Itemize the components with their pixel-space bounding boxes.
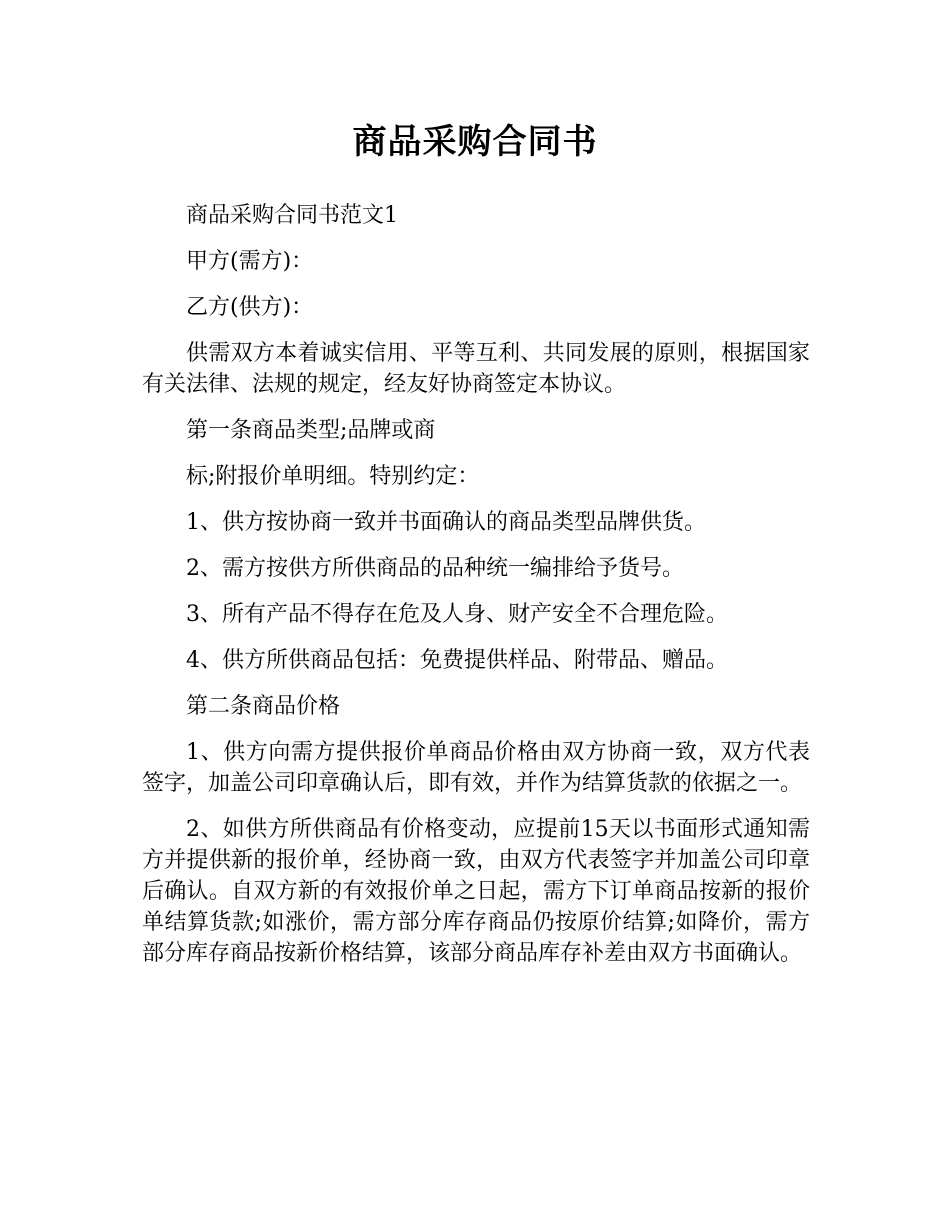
document-body bbox=[142, 200, 810, 984]
paragraph-article-1-note: 标;附报价单明细。特别约定： bbox=[186, 464, 480, 489]
paragraph-article-1-item-2: 2、需方按供方所供商品的品种统一编排给予货号。 bbox=[186, 556, 684, 581]
paragraph-article-2-item-2: 2、如供方所供商品有价格变动，应提前15天以书面形式通知需方并提供新的报价单，经协商一致，由双方代表签字并加盖公司印章后确认。自双方新的有效报价单之日起，需方下订单商品按新的报价单结算货款;如涨价，需方部分库存商品仍按原价结算;如降价，需方部分库存商品按新价格结算，该部分商品库存补差由双方书面确认。 bbox=[142, 817, 810, 966]
paragraph-article-1-item-4: 4、供方所供商品包括：免费提供样品、附带品、赠品。 bbox=[186, 648, 728, 673]
paragraph-party-a: 甲方(需方)： bbox=[186, 249, 314, 274]
paragraph-subtitle: 商品采购合同书范文1 bbox=[186, 203, 398, 228]
document-title: 商品采购合同书 bbox=[352, 122, 598, 162]
paragraph-article-1-heading: 第一条商品类型;品牌或商 bbox=[186, 418, 436, 443]
paragraph-preamble: 供需双方本着诚实信用、平等互利、共同发展的原则，根据国家有关法律、法规的规定，经友好协商签定本协议。 bbox=[142, 341, 810, 397]
paragraph-article-2-heading: 第二条商品价格 bbox=[186, 694, 341, 719]
paragraph-article-1-item-3: 3、所有产品不得存在危及人身、财产安全不合理危险。 bbox=[186, 602, 728, 627]
paragraph-article-2-item-1: 1、供方向需方提供报价单商品价格由双方协商一致，双方代表签字，加盖公司印章确认后，即有效，并作为结算货款的依据之一。 bbox=[142, 740, 810, 796]
paragraph-party-b: 乙方(供方)： bbox=[186, 295, 314, 320]
paragraph-article-1-item-1: 1、供方按协商一致并书面确认的商品类型品牌供货。 bbox=[186, 510, 706, 535]
